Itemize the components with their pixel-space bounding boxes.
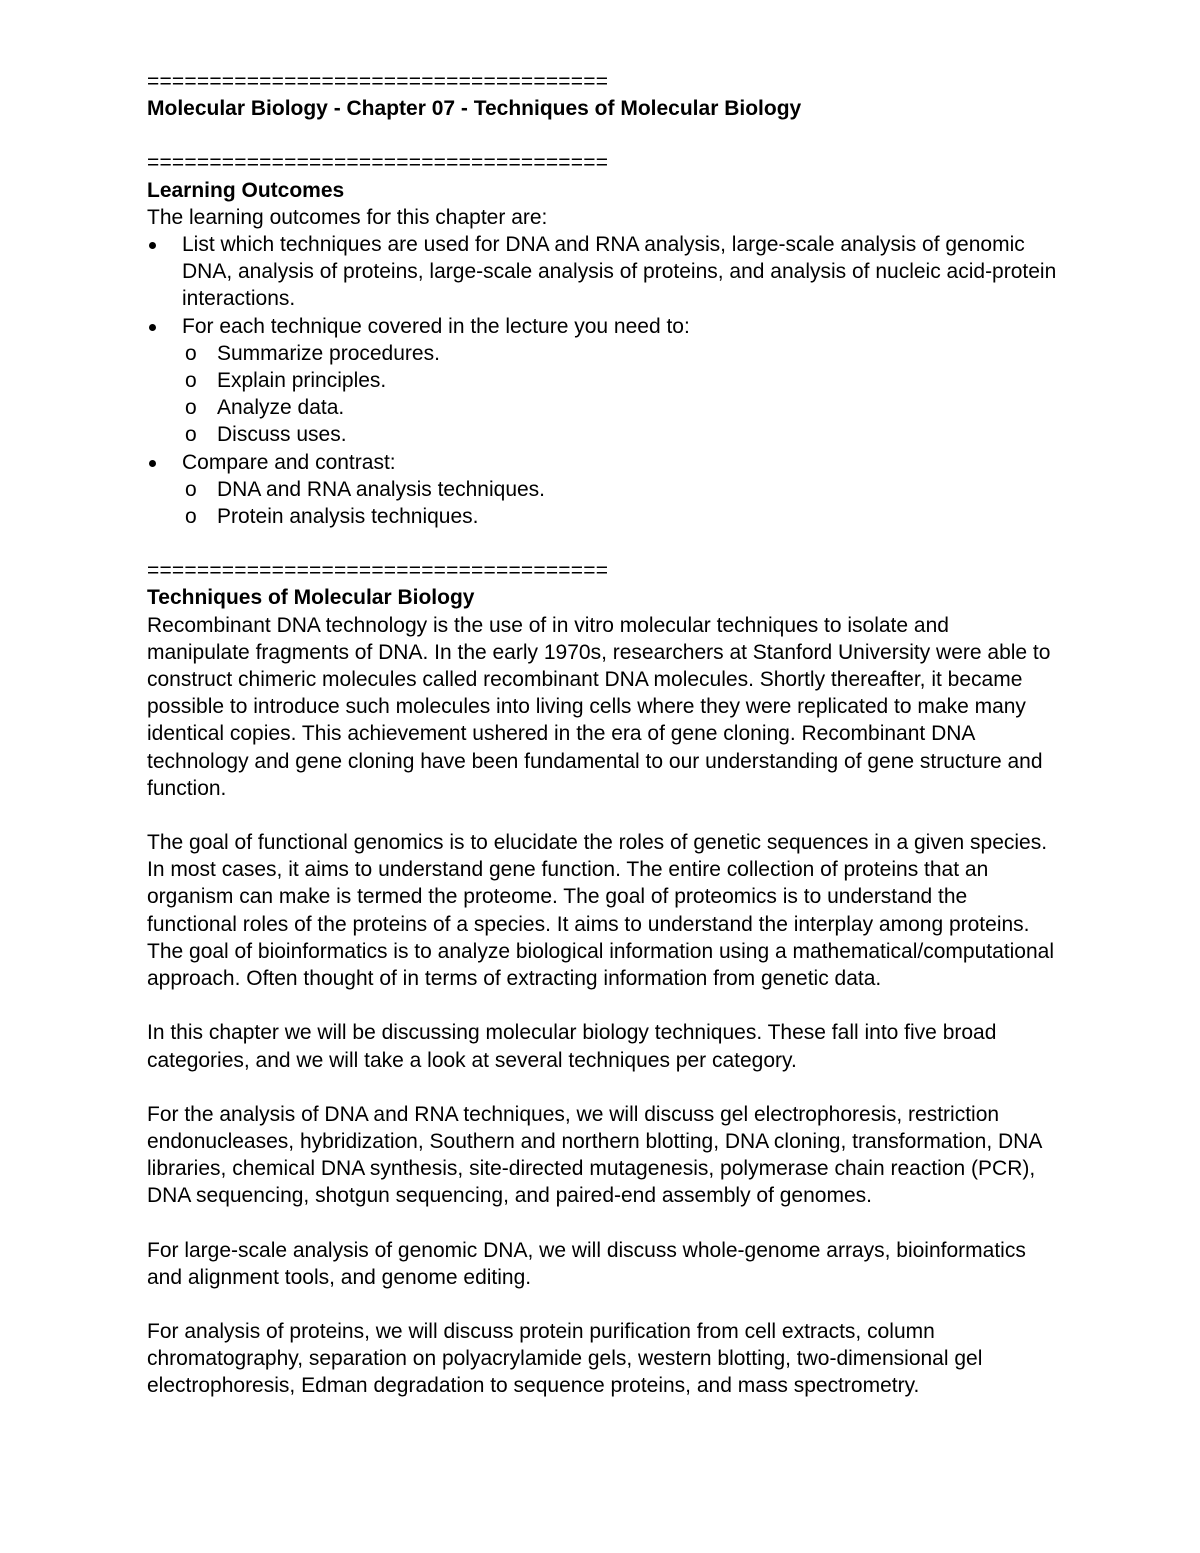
paragraph: Recombinant DNA technology is the use of in vitro molecular techniques to isolate and manipulate fragments of DNA. In the early 1970s, researchers at Stanford University were able to construct chimeric molecules called recombinant DNA molecules. Shortly thereafter, it became possible to introduce such molecules into living cells where they were replicated to make many identical copies. This achievement ushered in the era of gene cloning. Recombinant DNA technology and gene cloning have been fundamental to our understanding of gene structure and function.: [147, 613, 1051, 800]
sub-list-item: [147, 503, 1057, 530]
sub-list-item-text: Discuss uses.: [217, 423, 347, 447]
bullet-icon: [149, 242, 156, 249]
spacer: [147, 122, 1057, 149]
list-item: [147, 231, 1057, 313]
sub-list-item: [147, 421, 1057, 448]
sub-list: [182, 476, 1057, 530]
bullet-icon: [149, 324, 156, 331]
section-heading-learning-outcomes: Learning Outcomes: [147, 178, 345, 202]
sub-list-item: [147, 394, 1057, 421]
spacer: [147, 1074, 1057, 1101]
paragraph: In this chapter we will be discussing molecular biology techniques. These fall into five broad categories, and we will take a look at several techniques per category.: [147, 1021, 997, 1072]
spacer: [147, 992, 1057, 1019]
bullet-icon: [149, 460, 156, 467]
learning-outcomes-intro: The learning outcomes for this chapter are:: [147, 205, 548, 229]
sub-list: [182, 340, 1057, 449]
circle-bullet-icon: o: [185, 369, 197, 393]
list-item: [147, 313, 1057, 449]
document-page: [147, 68, 1057, 1400]
sub-list-item: [147, 340, 1057, 367]
separator-rule: =====================================: [147, 559, 609, 583]
list-item-text: Compare and contrast:: [182, 450, 396, 474]
sub-list-item-text: Protein analysis techniques.: [217, 505, 479, 529]
spacer: [147, 1291, 1057, 1318]
document-title: Molecular Biology - Chapter 07 - Techniques of Molecular Biology: [147, 97, 802, 121]
learning-outcomes-list: [147, 231, 1057, 530]
spacer: [147, 1210, 1057, 1237]
paragraph: For large-scale analysis of genomic DNA, we will discuss whole-genome arrays, bioinformatics and alignment tools, and genome editing.: [147, 1238, 1026, 1289]
separator-rule: =====================================: [147, 70, 609, 93]
circle-bullet-icon: o: [185, 423, 197, 447]
sub-list-item: [147, 476, 1057, 503]
list-item-text: List which techniques are used for DNA and RNA analysis, large-scale analysis of genomic DNA, analysis of proteins, large-scale analysis of proteins, and analysis of nucleic acid-protein interactions.: [182, 233, 1057, 311]
section-heading-techniques: Techniques of Molecular Biology: [147, 586, 475, 610]
paragraph: For the analysis of DNA and RNA techniques, we will discuss gel electrophoresis, restriction endonucleases, hybridization, Southern and northern blotting, DNA cloning, transformation, DNA libraries, chemical DNA synthesis, site-directed mutagenesis, polymerase chain reaction (PCR), DNA sequencing, shotgun sequencing, and paired-end assembly of genomes.: [147, 1102, 1042, 1208]
circle-bullet-icon: o: [185, 477, 197, 501]
separator-rule: =====================================: [147, 151, 609, 175]
spacer: [147, 802, 1057, 829]
sub-list-item-text: Summarize procedures.: [217, 341, 440, 365]
sub-list-item-text: Analyze data.: [217, 396, 345, 420]
circle-bullet-icon: o: [185, 505, 197, 529]
sub-list-item-text: Explain principles.: [217, 369, 387, 393]
paragraph: For analysis of proteins, we will discuss protein purification from cell extracts, column chromatography, separation on polyacrylamide gels, western blotting, two-dimensional gel electrophoresis, Edman degradation to sequence proteins, and mass spectrometry.: [147, 1319, 983, 1398]
paragraph: The goal of functional genomics is to elucidate the roles of genetic sequences in a given species. In most cases, it aims to understand gene function. The entire collection of proteins that an organism can make is termed the proteome. The goal of proteomics is to understand the functional roles of the proteins of a species. It aims to understand the interplay among proteins. The goal of bioinformatics is to analyze biological information using a mathematical/computational approach. Often thought of in terms of extracting information from genetic data.: [147, 831, 1054, 991]
circle-bullet-icon: o: [185, 341, 197, 365]
sub-list-item: [147, 367, 1057, 394]
list-item-text: For each technique covered in the lecture you need to:: [182, 314, 690, 338]
spacer: [147, 530, 1057, 557]
circle-bullet-icon: o: [185, 396, 197, 420]
sub-list-item-text: DNA and RNA analysis techniques.: [217, 477, 546, 501]
list-item: [147, 449, 1057, 531]
